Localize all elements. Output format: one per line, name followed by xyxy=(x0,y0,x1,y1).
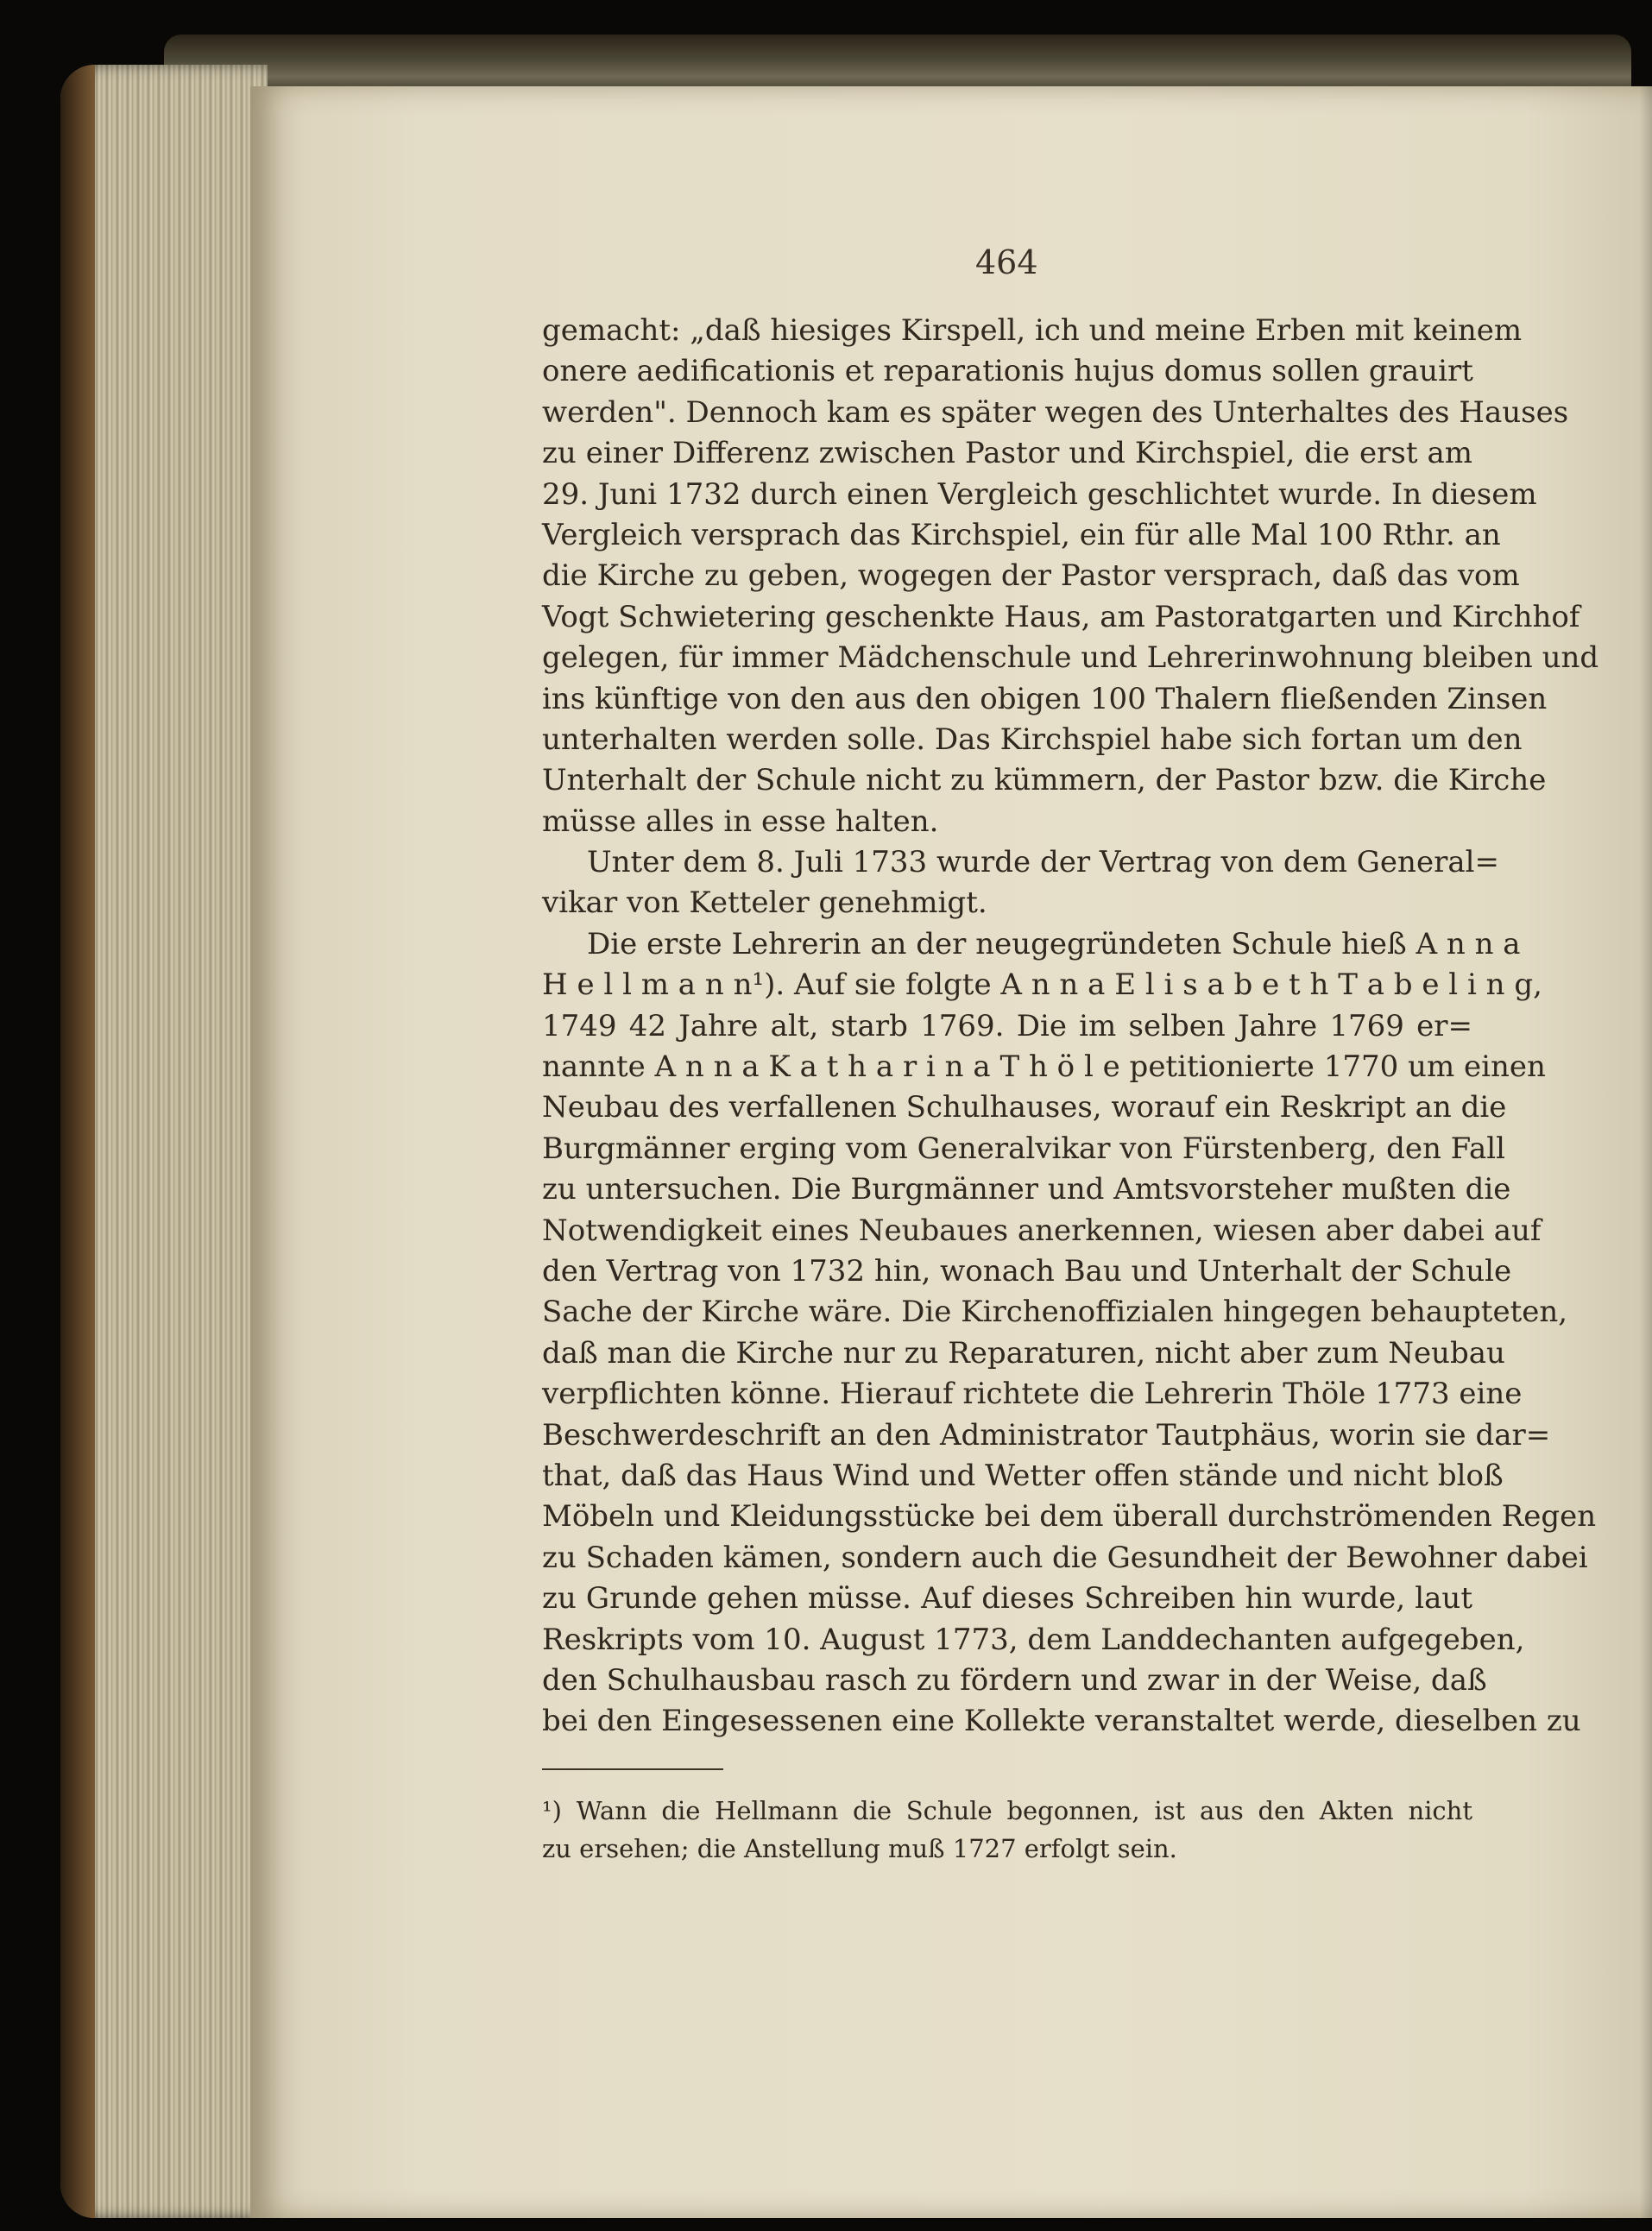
text-line: Möbeln und Kleidungsstücke bei dem überall durchströmenden Regen xyxy=(542,1499,1597,1535)
text-line: den Schulhausbau rasch zu fördern und zwar in der Weise, daß xyxy=(542,1662,1487,1698)
text-line: verpflichten könne. Hierauf richtete die Lehrerin Thöle 1773 eine xyxy=(542,1377,1523,1412)
text-line: zu einer Differenz zwischen Pastor und Kirchspiel, die erst am xyxy=(542,436,1472,471)
text-line: gemacht: „daß hiesiges Kirspell, ich und meine Erben mit keinem xyxy=(542,313,1523,348)
text-line: daß man die Kirche nur zu Reparaturen, nicht aber zum Neubau xyxy=(542,1335,1505,1371)
text-line: Vogt Schwietering geschenkte Haus, am Pastoratgarten und Kirchhof xyxy=(542,599,1580,634)
text-line: werden". Dennoch kam es später wegen des Unterhaltes des Hauses xyxy=(542,394,1569,430)
text-line: Reskripts vom 10. August 1773, dem Landdechanten aufgegeben, xyxy=(542,1622,1525,1657)
text-line: die Kirche zu geben, wogegen der Pastor versprach, daß das vom xyxy=(542,558,1520,594)
text-line: nannte A n n a K a t h a r i n a T h ö l e petitionierte 1770 um einen xyxy=(542,1049,1546,1085)
text-line: vikar von Ketteler genehmigt. xyxy=(542,885,987,921)
text-line: onere aedificationis et reparationis hujus domus sollen grauirt xyxy=(542,354,1473,389)
text-line: H e l l m a n n¹). Auf sie folgte A n n a E l i s a b e t h T a b e l i n g, xyxy=(542,967,1542,1003)
footnote xyxy=(542,1792,1472,1868)
text-line: Burgmänner erging vom Generalvikar von Fürstenberg, den Fall xyxy=(542,1131,1505,1166)
text-line: Beschwerdeschrift an den Administrator Tautphäus, worin sie dar= xyxy=(542,1417,1551,1453)
page-number: 464 xyxy=(975,243,1038,281)
footnote-line: ¹) Wann die Hellmann die Schule begonnen, ist aus den Akten nicht xyxy=(542,1796,1472,1825)
text-line: den Vertrag von 1732 hin, wonach Bau und Unterhalt der Schule xyxy=(542,1253,1512,1289)
text-line: unterhalten werden solle. Das Kirchspiel habe sich fortan um den xyxy=(542,722,1523,757)
text-line: Sache der Kirche wäre. Die Kirchenoffizialen hingegen behaupteten, xyxy=(542,1295,1568,1330)
text-line: Unterhalt der Schule nicht zu kümmern, der Pastor bzw. die Kirche xyxy=(542,763,1547,798)
text-line: zu Schaden kämen, sondern auch die Gesundheit der Bewohner dabei xyxy=(542,1540,1588,1575)
text-line: zu untersuchen. Die Burgmänner und Amtsvorsteher mußten die xyxy=(542,1172,1511,1207)
text-line: müsse alles in esse halten. xyxy=(542,804,939,839)
text-line: Notwendigkeit eines Neubaues anerkennen, wiesen aber dabei auf xyxy=(542,1213,1542,1248)
body-text xyxy=(542,311,1599,1743)
page-gutter-shadow xyxy=(1640,86,1652,2218)
text-line: Neubau des verfallenen Schulhauses, worauf ein Reskript an die xyxy=(542,1090,1507,1125)
text-line: zu Grunde gehen müsse. Auf dieses Schreiben hin wurde, laut xyxy=(542,1581,1472,1617)
text-line: ins künftige von den aus den obigen 100 Thalern fließenden Zinsen xyxy=(542,681,1548,716)
text-line: Unter dem 8. Juli 1733 wurde der Vertrag von dem General= xyxy=(587,845,1499,880)
footnote-divider xyxy=(542,1768,723,1770)
text-line: bei den Eingesessenen eine Kollekte veranstaltet werde, dieselben zu xyxy=(542,1704,1581,1739)
book-spine-shadow xyxy=(60,65,95,2218)
text-line: Vergleich versprach das Kirchspiel, ein für alle Mal 100 Rthr. an xyxy=(542,517,1501,552)
text-line: Die erste Lehrerin an der neugegründeten Schule hieß A n n a xyxy=(587,926,1521,961)
text-line: 1749 42 Jahre alt, starb 1769. Die im selben Jahre 1769 er= xyxy=(542,1008,1472,1043)
text-line: 29. Juni 1732 durch einen Vergleich geschlichtet wurde. In diesem xyxy=(542,476,1537,512)
text-line: that, daß das Haus Wind und Wetter offen stände und nicht bloß xyxy=(542,1458,1504,1493)
footnote-line: zu ersehen; die Anstellung muß 1727 erfolgt sein. xyxy=(542,1834,1177,1863)
text-line: gelegen, für immer Mädchenschule und Lehrerinwohnung bleiben und xyxy=(542,640,1599,676)
